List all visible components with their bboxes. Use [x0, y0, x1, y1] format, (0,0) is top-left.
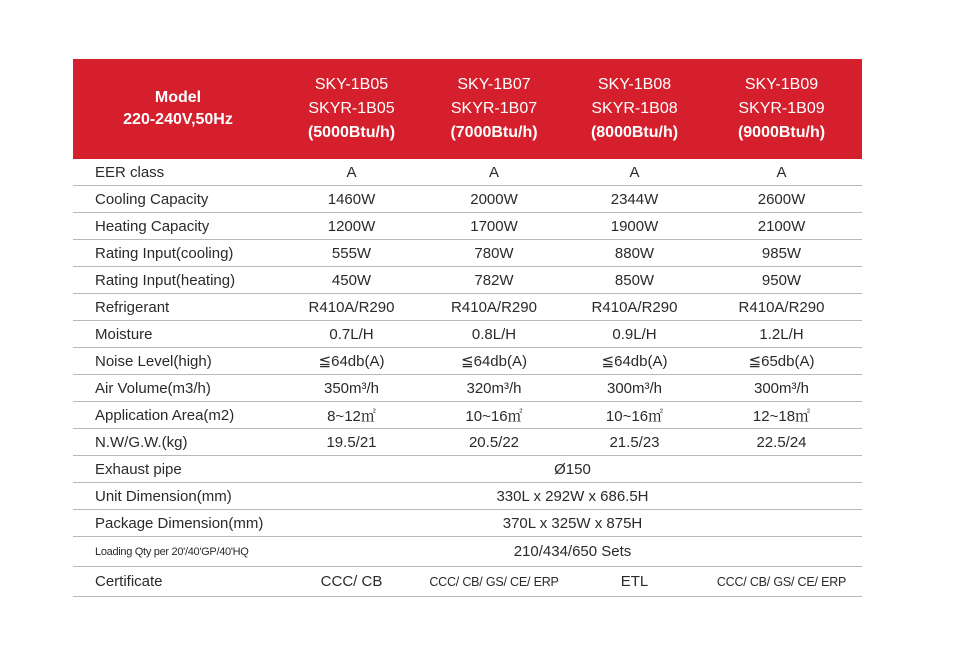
column-header — [420, 59, 568, 159]
model-code-r: SKYR-1B09 — [738, 100, 825, 117]
model-title: Model — [154, 89, 202, 106]
table-cell: 782W — [474, 271, 514, 289]
row-label: N.W/G.W.(kg) — [95, 433, 188, 451]
btu-rating: (9000Btu/h) — [737, 124, 826, 141]
row-label: Refrigerant — [95, 298, 170, 316]
row-label: Unit Dimension(mm) — [95, 487, 232, 505]
merged-cell: Ø150 — [554, 460, 591, 478]
model-code: SKY-1B08 — [597, 76, 672, 93]
table-cell: R410A/R290 — [451, 298, 537, 316]
table-cell: R410A/R290 — [738, 298, 825, 316]
table-cell: 0.7L/H — [329, 325, 374, 343]
table-cell: 8~12㎡ — [327, 407, 376, 425]
model-code-r: SKYR-1B07 — [450, 100, 538, 117]
table-cell: ≦64db(A) — [461, 353, 527, 370]
table-cell: A — [488, 163, 499, 181]
btu-rating: (5000Btu/h) — [307, 124, 396, 141]
row-label: Noise Level(high) — [95, 352, 212, 370]
table-row — [73, 240, 862, 267]
certificate-cell: CCC/ CB/ GS/ CE/ ERP — [716, 574, 847, 589]
table-cell: 950W — [761, 271, 802, 289]
row-label: Rating Input(heating) — [95, 271, 236, 289]
table-cell: ≦64db(A) — [601, 353, 668, 370]
model-code: SKY-1B09 — [744, 76, 819, 93]
btu-rating: (7000Btu/h) — [450, 124, 538, 141]
table-cell: ≦64db(A) — [318, 353, 385, 370]
table-row — [73, 483, 862, 510]
table-cell: 1200W — [327, 217, 376, 235]
row-label: EER class — [95, 163, 165, 181]
table-cell: 19.5/21 — [326, 433, 377, 451]
table-row — [73, 375, 862, 402]
table-row — [73, 348, 862, 375]
table-cell: 450W — [331, 271, 372, 289]
table-cell: 850W — [614, 271, 655, 289]
certificate-cell: CCC/ CB — [320, 573, 383, 590]
column-header — [568, 59, 701, 159]
model-code-r: SKYR-1B08 — [591, 100, 678, 117]
table-row — [73, 213, 862, 240]
column-header — [701, 59, 862, 159]
table-cell: 2000W — [470, 190, 518, 208]
row-label: Application Area(m2) — [95, 406, 235, 424]
table-cell: 320m³/h — [466, 379, 522, 397]
certificate-cell: CCC/ CB/ GS/ CE/ ERP — [429, 574, 559, 589]
table-cell: 10~16㎡ — [605, 407, 664, 425]
table-cell: 1460W — [327, 190, 376, 208]
model-code: SKY-1B05 — [314, 76, 389, 93]
table-cell: A — [346, 163, 357, 181]
table-cell: 1700W — [470, 217, 518, 235]
table-row — [73, 159, 862, 186]
table-cell: 880W — [614, 244, 655, 262]
table-cell: ≦65db(A) — [748, 353, 815, 370]
row-label: Exhaust pipe — [95, 460, 182, 478]
table-row — [73, 456, 862, 483]
table-cell: 300m³/h — [606, 379, 663, 397]
table-cell: 10~16㎡ — [465, 407, 523, 425]
table-row — [73, 186, 862, 213]
table-row — [73, 267, 862, 294]
row-label: Package Dimension(mm) — [95, 514, 264, 532]
table-row — [73, 537, 862, 567]
table-row — [73, 567, 862, 597]
model-voltage: 220-240V,50Hz — [123, 111, 233, 128]
table-row — [73, 402, 862, 429]
table-cell: 1.2L/H — [759, 325, 804, 343]
table-cell: 555W — [331, 244, 372, 262]
table-row — [73, 294, 862, 321]
table-cell: 300m³/h — [753, 379, 810, 397]
table-cell: 985W — [761, 244, 802, 262]
merged-cell: 210/434/650 Sets — [513, 543, 632, 560]
table-cell: A — [629, 163, 640, 181]
spec-table — [73, 59, 862, 597]
table-cell: 20.5/22 — [468, 433, 520, 451]
table-cell: R410A/R290 — [308, 298, 395, 316]
btu-rating: (8000Btu/h) — [590, 124, 679, 141]
table-cell: 2100W — [757, 217, 806, 235]
table-header — [73, 59, 862, 159]
table-cell: 780W — [474, 244, 514, 262]
row-label: Heating Capacity — [95, 217, 210, 235]
merged-cell: 370L x 325W x 875H — [502, 514, 643, 532]
model-code-r: SKYR-1B05 — [308, 100, 395, 117]
table-cell: 12~18㎡ — [752, 407, 811, 425]
row-label: Cooling Capacity — [95, 190, 209, 208]
table-cell: 350m³/h — [323, 379, 380, 397]
table-cell: 2600W — [757, 190, 806, 208]
column-header — [283, 59, 420, 159]
model-code: SKY-1B07 — [457, 76, 531, 93]
table-row — [73, 321, 862, 348]
table-cell: 22.5/24 — [756, 433, 807, 451]
model-header-cell — [73, 59, 283, 159]
merged-cell: 330L x 292W x 686.5H — [496, 487, 649, 505]
row-label: Loading Qty per 20'/40'GP/40'HQ — [95, 545, 249, 558]
table-cell: 2344W — [610, 190, 659, 208]
table-cell: 0.8L/H — [471, 325, 517, 343]
table-row — [73, 510, 862, 537]
certificate-cell: ETL — [620, 573, 649, 590]
table-cell: R410A/R290 — [591, 298, 678, 316]
row-label: Rating Input(cooling) — [95, 244, 234, 262]
row-label: Certificate — [95, 573, 163, 590]
row-label: Air Volume(m3/h) — [95, 379, 211, 397]
row-label: Moisture — [95, 325, 153, 343]
table-body — [73, 159, 862, 597]
table-cell: A — [776, 163, 787, 181]
table-cell: 1900W — [610, 217, 659, 235]
table-cell: 0.9L/H — [612, 325, 657, 343]
table-row — [73, 429, 862, 456]
table-cell: 21.5/23 — [609, 433, 660, 451]
